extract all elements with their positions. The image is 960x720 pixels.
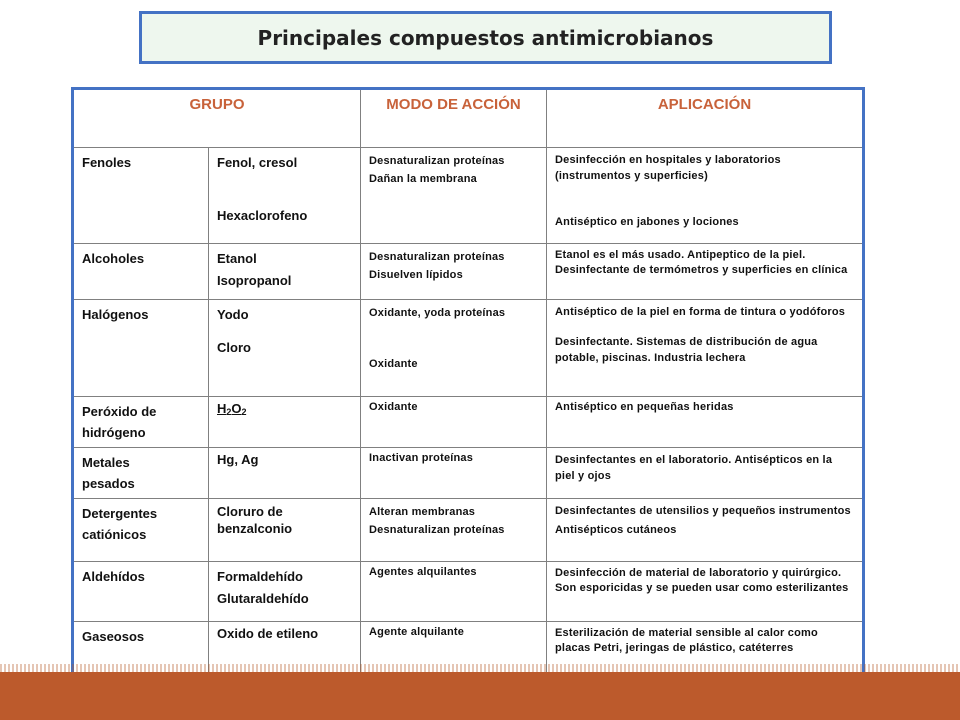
mode-cell: Agente alquilante bbox=[361, 622, 547, 678]
application-cell: Desinfección de material de laboratorio y quirúrgico. Son esporicidas y se pueden usar como esterilizantes bbox=[547, 562, 864, 622]
table-header-row bbox=[73, 89, 864, 148]
compound-cell: Cloruro de benzalconio bbox=[209, 499, 361, 562]
compound-cell: Etanol Isopropanol bbox=[209, 244, 361, 300]
title-box bbox=[139, 11, 832, 64]
application-cell: Desinfectantes en el laboratorio. Antisépticos en la piel y ojos bbox=[547, 448, 864, 499]
application-cell: Desinfección en hospitales y laboratorios (instrumentos y superficies) Antiséptico en jabones y lociones bbox=[547, 148, 864, 244]
group-cell: Aldehídos bbox=[73, 562, 209, 622]
group-cell: Fenoles bbox=[73, 148, 209, 244]
table-row bbox=[73, 148, 864, 244]
group-cell: Peróxido de hidrógeno bbox=[73, 397, 209, 448]
group-cell: Metales pesados bbox=[73, 448, 209, 499]
compound-cell: Hg, Ag bbox=[209, 448, 361, 499]
table-row bbox=[73, 562, 864, 622]
antimicrobial-table bbox=[71, 87, 865, 679]
application-cell: Desinfectantes de utensilios y pequeños instrumentos Antisépticos cutáneos bbox=[547, 499, 864, 562]
table-row bbox=[73, 244, 864, 300]
mode-cell: Desnaturalizan proteínas Dañan la membrana bbox=[361, 148, 547, 244]
header-grupo: GRUPO bbox=[73, 89, 361, 148]
formula-h2o2: $H_2O_2$ bbox=[217, 401, 247, 417]
compound-cell: Formaldehído Glutaraldehído bbox=[209, 562, 361, 622]
mode-cell: Alteran membranas Desnaturalizan proteínas bbox=[361, 499, 547, 562]
compound-cell: Oxido de etileno bbox=[209, 622, 361, 678]
header-aplicacion: APLICACIÓN bbox=[547, 89, 864, 148]
footer-bar bbox=[0, 672, 960, 720]
header-modo: MODO DE ACCIÓN bbox=[361, 89, 547, 148]
page-title: Principales compuestos antimicrobianos bbox=[257, 25, 714, 50]
table-row bbox=[73, 499, 864, 562]
application-cell: Esterilización de material sensible al calor como placas Petri, jeringas de plástico, catéterres bbox=[547, 622, 864, 678]
application-cell: Antiséptico de la piel en forma de tintura o yodóforos Desinfectante. Sistemas de distribución de agua potable, piscinas. Industria lechera bbox=[547, 300, 864, 397]
compound-cell bbox=[209, 397, 361, 448]
compound-cell: Fenol, cresol Hexaclorofeno bbox=[209, 148, 361, 244]
group-cell: Alcoholes bbox=[73, 244, 209, 300]
compound-cell: Yodo Cloro bbox=[209, 300, 361, 397]
group-cell: Halógenos bbox=[73, 300, 209, 397]
footer-dotted-line bbox=[0, 664, 960, 672]
mode-cell: Oxidante bbox=[361, 397, 547, 448]
group-cell: Detergentes catiónicos bbox=[73, 499, 209, 562]
mode-cell: Desnaturalizan proteínas Disuelven lípidos bbox=[361, 244, 547, 300]
mode-cell: Oxidante, yoda proteínas Oxidante bbox=[361, 300, 547, 397]
table-row bbox=[73, 448, 864, 499]
table-row bbox=[73, 397, 864, 448]
application-cell: Antiséptico en pequeñas heridas bbox=[547, 397, 864, 448]
application-cell: Etanol es el más usado. Antipeptico de la piel. Desinfectante de termómetros y superficies en clínica bbox=[547, 244, 864, 300]
mode-cell: Inactivan proteínas bbox=[361, 448, 547, 499]
group-cell: Gaseosos bbox=[73, 622, 209, 678]
table-row bbox=[73, 300, 864, 397]
mode-cell: Agentes alquilantes bbox=[361, 562, 547, 622]
